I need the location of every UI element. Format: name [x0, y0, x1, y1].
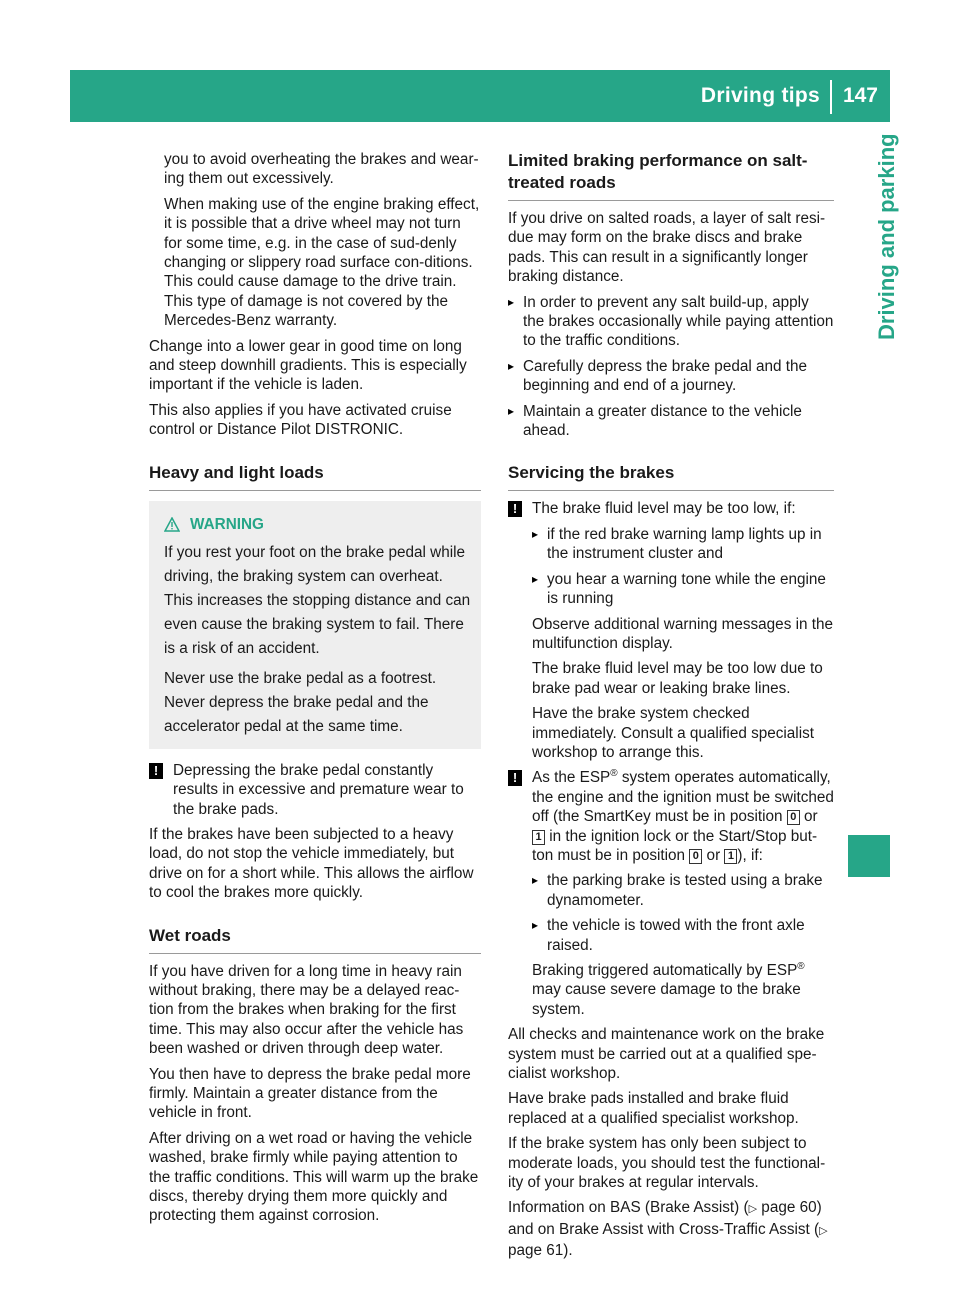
- esp-after-suffix: may cause severe damage to the brake system.: [532, 981, 801, 1018]
- list-item: ▸ Maintain a greater distance to the vehicle ahead.: [508, 402, 834, 441]
- warning-text-2: Never use the brake pedal as a footrest. Never depress the brake pedal and the accelerator pedal at the same time.: [164, 669, 437, 735]
- exclamation-icon: !: [508, 501, 522, 517]
- esp-after-prefix: Braking triggered automatically by ESP: [532, 962, 798, 979]
- wet-paragraph-2: You then have to depress the brake pedal more firmly. Maintain a greater distance from the vehicle in front.: [149, 1065, 471, 1122]
- bas-part-1: Information on BAS (Brake Assist) (: [508, 1199, 749, 1217]
- right-column: [508, 150, 834, 1267]
- checks-paragraph: All checks and maintenance work on the brake system must be carried out at a qualified spe-cialist workshop.: [508, 1026, 825, 1083]
- esp-part-2: in the ignition lock or the Start/Stop but-ton must be in position: [532, 827, 818, 864]
- wet-paragraph-1: If you have driven for a long time in heavy rain without braking, there may be a delayed reac-tion from the brakes when braking for the first time. This may also occur after the vehicle has been washed or driven through deep water.: [149, 962, 464, 1058]
- page-reference-arrow-icon: ▷: [748, 1203, 758, 1216]
- exclamation-icon: !: [149, 763, 163, 779]
- note-esp: [508, 768, 834, 1019]
- engine-braking-paragraph: When making use of the engine braking effect, it is possible that a drive wheel may not turn for some time, e.g. in the case of sud-denly changing or slippery road surface con-ditions. This could cause damage to the drive train. This type of damage is not covered by the Mercedes-Benz warranty.: [164, 195, 480, 330]
- list-item: ▸ In order to prevent any salt build-up, apply the brakes occasionally while paying attention to the traffic conditions.: [508, 293, 834, 351]
- warning-title: [164, 513, 473, 537]
- pads-paragraph: Have brake pads installed and brake fluid replaced at a qualified specialist workshop.: [508, 1090, 799, 1127]
- key-position-1-icon: 1: [532, 830, 545, 845]
- fluid-paragraph-1: Observe additional warning messages in the multifunction display.: [532, 615, 834, 652]
- warning-label: WARNING: [190, 515, 264, 533]
- heading-salt-roads: Limited braking performance on salt-treated roads: [508, 150, 834, 201]
- heavy-load-paragraph: If the brakes have been subjected to a heavy load, do not stop the vehicle immediately, but drive on for a short while. This allows the airflow to cool the brakes more quickly.: [149, 825, 474, 902]
- warning-triangle-icon: [164, 517, 180, 532]
- left-column: [149, 150, 481, 1232]
- list-item: ▸ if the red brake warning lamp lights up in the instrument cluster and: [532, 525, 834, 564]
- fluid-paragraph-3: Have the brake system checked immediately. Consult a qualified specialist workshop to arrange this.: [532, 705, 814, 761]
- key-position-0-icon: 0: [689, 849, 702, 864]
- salt-list: [508, 293, 834, 441]
- wet-paragraph-3: After driving on a wet road or having the vehicle washed, brake firmly while paying attention to the traffic conditions. This will warm up the brake discs, thereby drying them more quickly and protecting them against corrosion.: [149, 1129, 479, 1225]
- section-title: Driving tips: [700, 84, 820, 107]
- esp-prefix: As the ESP: [532, 769, 611, 787]
- note-brake-wear: [149, 761, 481, 819]
- lower-gear-paragraph: Change into a lower gear in good time on long and steep downhill gradients. This is especially important if the vehicle is laden.: [149, 337, 467, 394]
- page-reference-arrow-icon: ▷: [819, 1224, 828, 1237]
- note-brake-fluid: [508, 499, 834, 762]
- esp-list: [532, 871, 834, 955]
- bas-part-2: and on Brake Assist with Cross-Traffic Assist (: [508, 1220, 820, 1238]
- list-item: ▸ the vehicle is towed with the front axle raised.: [532, 916, 834, 955]
- list-item: ▸ you hear a warning tone while the engine is running: [532, 570, 834, 609]
- heading-heavy-loads: Heavy and light loads: [149, 462, 481, 491]
- moderate-loads-paragraph: If the brake system has only been subject to moderate loads, you should test the functional-ity of your brakes at regular intervals.: [508, 1135, 826, 1192]
- list-item: ▸ Carefully depress the brake pedal and the beginning and end of a journey.: [508, 357, 834, 396]
- registered-mark: ®: [610, 768, 618, 780]
- side-marker: [848, 835, 890, 877]
- fluid-list: [532, 525, 834, 609]
- fluid-paragraph-2: The brake fluid level may be too low due to brake pad wear or leaking brake lines.: [532, 660, 823, 697]
- page-number: 147: [842, 84, 878, 107]
- key-position-0-icon: 0: [787, 810, 800, 825]
- exclamation-icon: !: [508, 770, 522, 786]
- heading-servicing-brakes: Servicing the brakes: [508, 462, 834, 491]
- note-fluid-text: The brake fluid level may be too low, if:: [532, 500, 796, 518]
- esp-or: or: [799, 808, 818, 826]
- note-text: Depressing the brake pedal constantly results in excessive and premature wear to the brake pads.: [173, 761, 464, 818]
- esp-text: [532, 768, 834, 865]
- page-ref-60[interactable]: page 60): [757, 1199, 822, 1217]
- intro-paragraph: you to avoid overheating the brakes and wear-ing them out excessively.: [164, 151, 479, 188]
- header-divider: [830, 80, 832, 114]
- esp-part-1: system operates automatically, the engine and the ignition must be switched off (the SmartKey must be in position: [532, 769, 834, 826]
- esp-part-3: ), if:: [737, 846, 763, 864]
- salt-paragraph: If you drive on salted roads, a layer of salt resi-due may form on the brake discs and brake pads. This can result in a significantly longer braking distance.: [508, 210, 826, 286]
- warning-box: [149, 501, 481, 749]
- heading-wet-roads: Wet roads: [149, 925, 481, 954]
- side-tab-label: Driving and parking: [874, 133, 899, 340]
- bas-paragraph: [508, 1198, 834, 1260]
- key-position-1-icon: 1: [724, 849, 737, 864]
- registered-mark: ®: [797, 960, 805, 972]
- list-item: ▸ the parking brake is tested using a brake dynamometer.: [532, 871, 834, 910]
- warning-text-1: If you rest your foot on the brake pedal while driving, the braking system can overheat. This increases the stopping distance and can even cause the braking system to fail. There is a risk of an accident.: [164, 543, 471, 657]
- esp-or: or: [702, 846, 725, 864]
- header-bar: [70, 70, 890, 122]
- esp-damage-paragraph: [532, 961, 834, 1019]
- page-ref-61[interactable]: page 61).: [508, 1242, 573, 1260]
- cruise-control-paragraph: This also applies if you have activated cruise control or Distance Pilot DISTRONIC.: [149, 401, 452, 439]
